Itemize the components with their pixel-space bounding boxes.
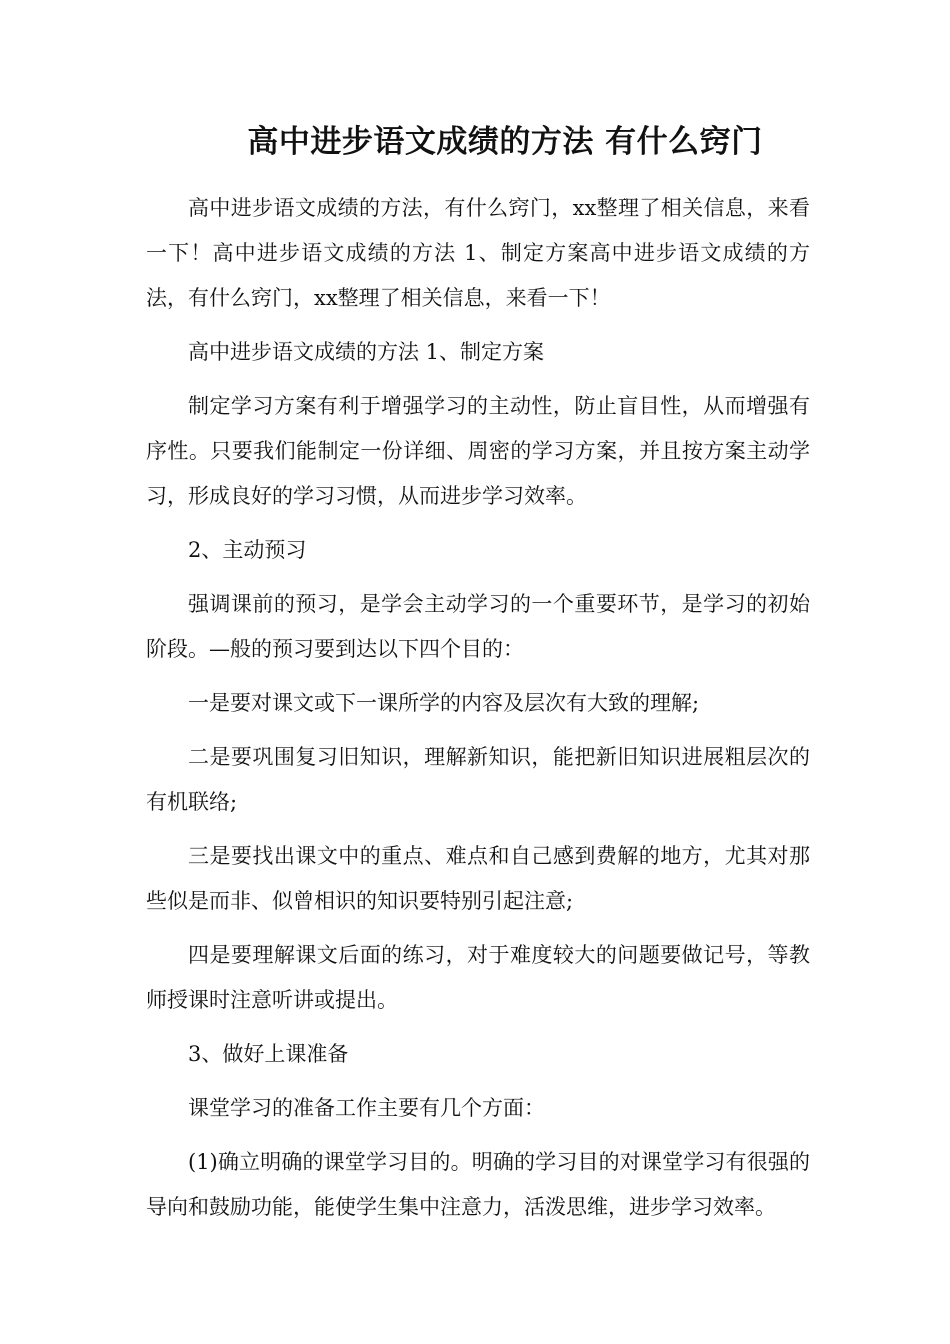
paragraph-goal-2: 二是要巩围复习旧知识，理解新知识，能把新旧知识进展粗层次的有机联络; (146, 745, 810, 814)
paragraph-prep: 课堂学习的准备工作主要有几个方面： (188, 1096, 545, 1120)
document-title: 高中进步语文成绩的方法 有什么窍门 (247, 124, 763, 160)
paragraph-heading-2: 2、主动预习 (188, 538, 307, 562)
paragraph-intro: 高中进步语文成绩的方法，有什么窍门，xx整理了相关信息，来看一下！高中进步语文成绩的方法 1、制定方案高中进步语文成绩的方法，有什么窍门，xx整理了相关信息，来看一下！ (146, 196, 810, 310)
paragraph-preview: 强调课前的预习，是学会主动学习的一个重要环节，是学习的初始阶段。—般的预习要到达以下四个目的： (146, 592, 810, 661)
paragraph-plan: 制定学习方案有利于增强学习的主动性，防止盲目性，从而增强有序性。只要我们能制定一份详细、周密的学习方案，并且按方案主动学习，形成良好的学习习惯，从而进步学习效率。 (146, 394, 810, 508)
paragraph-goal-1: 一是要对课文或下一课所学的内容及层次有大致的理解; (188, 691, 700, 715)
paragraph-heading-3: 3、做好上课准备 (188, 1042, 349, 1066)
paragraph-prep-1: (1)确立明确的课堂学习目的。明确的学习目的对课堂学习有很强的导向和鼓励功能，能使学生集中注意力，活泼思维，进步学习效率。 (146, 1150, 810, 1219)
document-body (146, 186, 810, 1239)
paragraph-goal-3: 三是要找出课文中的重点、难点和自己感到费解的地方，尤其对那些似是而非、似曾相识的知识要特别引起注意; (146, 844, 810, 913)
paragraph-heading-1: 高中进步语文成绩的方法 1、制定方案 (188, 340, 545, 364)
paragraph-goal-4: 四是要理解课文后面的练习，对于难度较大的问题要做记号，等教师授课时注意听讲或提出。 (146, 943, 810, 1012)
